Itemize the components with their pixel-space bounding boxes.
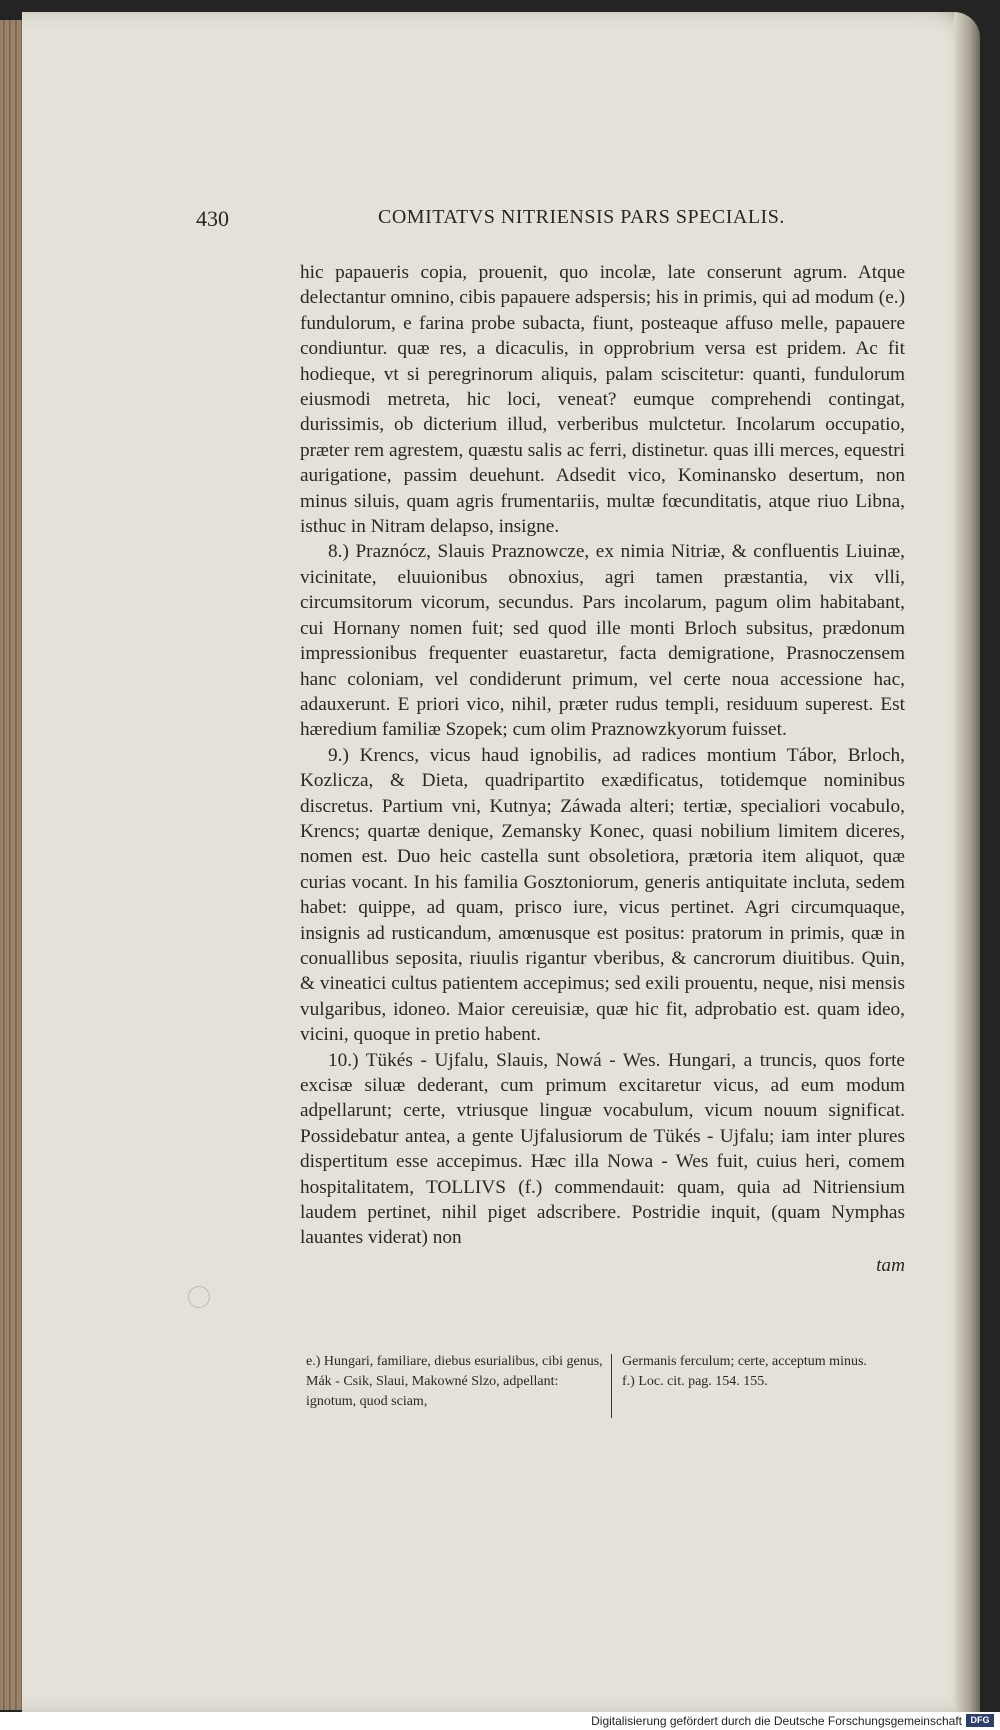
running-title: COMITATVS NITRIENSIS PARS SPECIALIS. bbox=[378, 206, 785, 228]
dfg-logo: DFG bbox=[966, 1714, 994, 1727]
page-header bbox=[196, 206, 836, 240]
main-text bbox=[300, 260, 905, 1278]
digitization-footer bbox=[0, 1712, 1000, 1730]
footnote-e-continued: Germanis ferculum; certe, acceptum minus. bbox=[622, 1354, 867, 1369]
paragraph-tukes-ujfalu: 10.) Tükés - Ujfalu, Slauis, Nowá - Wes. Hungari, a truncis, quos forte excisæ siluæ dederant, cum primum excitaretur vicus, ad eum modum adpellarunt; certe, vtriusque linguæ vocabulum, vicum nouum significat. Possidebatur antea, a gente Ujfalusiorum de Tükés - Ujfalu; iam inter plures dispertitum esse accepimus. Hæc illa Nowa - Wes fuit, cuius heri, comem hospitalitatem, TOLLIVS (f.) commendauit: quam, quia ad Nitriensium laudem pertinet, nihil piget adscribere. Postridie inquit, (quam Nymphas lauantes viderat) non bbox=[300, 1049, 905, 1249]
paper-stain bbox=[188, 1286, 210, 1308]
catchword: tam bbox=[876, 1254, 905, 1276]
paragraph-praznocz: 8.) Praznócz, Slauis Praznowcze, ex nimia Nitriæ, & confluentis Liuinæ, vicinitate, eluuionibus obnoxius, agri tamen præstantia, vix vlli, circumsitorum vicorum, secundus. Pars incolarum, pagum olim habitabant, cui Hornany nomen fuit; sed quod ille monti Brloch subsitus, prædonum impressionibus frequenter euastaretur, facta demigratione, Prasnoczensem hanc coloniam, vel condiderunt primum, vel certe noua accessione hac, adauxerunt. E priori vico, nihil, præter rudus templi, residuum superest. Est hæredium familiæ Szopek; cum olim Praznowzkyorum fuisset. bbox=[300, 541, 905, 741]
footer-credit: Digitalisierung gefördert durch die Deutsche Forschungsgemeinschaft bbox=[591, 1714, 962, 1728]
paragraph-nitra-poppy: hic papaueris copia, prouenit, quo incolæ, late conserunt agrum. Atque delectantur omnino, cibis papauere adspersis; his in primis, qui ad modum (e.) fundulorum, e farina probe subacta, fiunt, posteaque affuso melle, papauere condiuntur. quæ res, a dicaculis, in opprobrium versa est pridem. Ac fit hodieque, vt si peregrinorum aliquis, palam sciscitetur: quanti, fundulorum eiusmodi metreta, hic loci, veneat? eumque comprehendi contingat, durissimis, ob dicterium illud, verberibus mulctetur. Incolarum occupatio, præter rem agrestem, quæstu salis ac ferri, distinetur. quas illi merces, equestri aurigatione, passim deuehunt. Adsedit vico, Kominansko desertum, non minus siluis, quam agris frumentariis, multæ fœcunditatis, atque riuo Libna, isthuc in Nitram delapso, insigne. bbox=[300, 262, 905, 538]
footnote-e bbox=[306, 1352, 606, 1412]
footnote-e-text: e.) Hungari, familiare, diebus esurialibus, cibi genus, Mák - Csik, Slaui, Makowné Slzo, adpellant: ignotum, quod sciam, bbox=[306, 1354, 603, 1409]
footnote-f-text: f.) Loc. cit. pag. 154. 155. bbox=[622, 1374, 768, 1389]
paragraph-krencs: 9.) Krencs, vicus haud ignobilis, ad radices montium Tábor, Brloch, Kozlicza, & Dieta, quadripartito exædificatus, totidemque nominibus discretus. Partium vni, Kutnya; Záwada alteri; tertiæ, specialiori vocabulo, Krencs; quartæ denique, Zemansky Konec, quasi nobilium limitem diceres, nomen est. Duo heic castella sunt obsoletiora, prætoria item aliquot, quæ curias vocant. In his familia Gosztoniorum, generis antiquitate incluta, sedem habet: quippe, ad quam, prisco iure, vicus pertinet. Agri circumquaque, insignis ad rusticandum, amœnusque est positus: pratorum in primis, quæ in conuallibus seposita, riuulis rigantur vberibus, & cancrorum diuitibus. Quin, & vineatici cultus patientem accepimus; sed exili prouentu, neque, nisi mensis vulgaribus, idoneo. Maior cereuisiæ, quæ hic fit, adprobatio est. quam ideo, vicini, quoque in pretio habent. bbox=[300, 744, 905, 1046]
footnote-divider bbox=[611, 1354, 612, 1418]
footnotes bbox=[306, 1352, 926, 1422]
book-page-edges bbox=[0, 20, 22, 1710]
page-number: 430 bbox=[196, 206, 229, 231]
footnote-f bbox=[622, 1352, 922, 1392]
page-curl-shadow bbox=[954, 12, 980, 1712]
